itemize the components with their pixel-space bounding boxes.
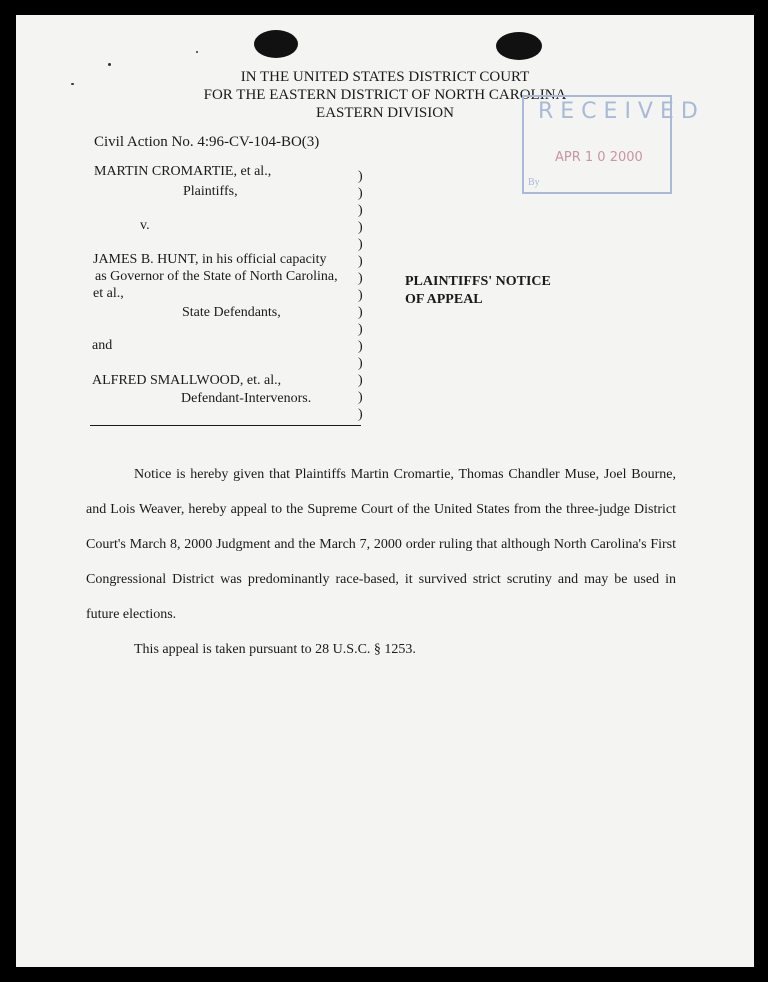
plaintiff-role: Plaintiffs,: [183, 184, 238, 199]
caption-paren: ): [358, 220, 363, 235]
received-stamp-word: RECEIVED: [538, 99, 705, 124]
district-line: FOR THE EASTERN DISTRICT OF NORTH CAROLINA: [203, 87, 567, 103]
intervenor-role: Defendant-Intervenors.: [181, 391, 312, 406]
caption-paren: ): [358, 390, 363, 405]
civil-action-number: Civil Action No. 4:96-CV-104-BO(3): [94, 134, 320, 150]
plaintiff-name: MARTIN CROMARTIE, et al.,: [94, 164, 272, 179]
defendant-line-2: as Governor of the State of North Carolina,: [95, 269, 338, 284]
caption-paren: ): [358, 373, 363, 388]
versus-label: v.: [140, 218, 150, 233]
caption-underline: [90, 425, 361, 426]
punch-hole-left: [254, 30, 298, 58]
caption-paren: ): [358, 271, 363, 286]
speck: [196, 51, 198, 53]
caption-paren: ): [358, 169, 363, 184]
caption-paren: ): [358, 203, 363, 218]
received-stamp-date: APR 1 0 2000: [555, 150, 643, 165]
title-line-1: PLAINTIFFS' NOTICE: [405, 274, 551, 289]
caption-paren: ): [358, 237, 363, 252]
statute-paragraph: This appeal is taken pursuant to 28 U.S.C. § 1253.: [134, 642, 416, 657]
caption-paren: ): [358, 407, 363, 422]
caption-paren: ): [358, 288, 363, 303]
received-stamp-by: By: [528, 177, 540, 188]
intervenor-name: ALFRED SMALLWOOD, et. al.,: [92, 373, 282, 388]
caption-paren: ): [358, 322, 363, 337]
and-label: and: [92, 338, 113, 353]
division-line: EASTERN DIVISION: [316, 105, 454, 121]
defendant-line-1: JAMES B. HUNT, in his official capacity: [93, 252, 327, 267]
caption-paren: ): [358, 305, 363, 320]
caption-paren: ): [358, 186, 363, 201]
notice-paragraph: Notice is hereby given that Plaintiffs Martin Cromartie, Thomas Chandler Muse, Joel Bourne, and Lois Weaver, hereby appeal to the Supreme Court of the United States from the three-judge District Court's March 8, 2000 Judgment and the March 7, 2000 order ruling that although North Carolina's First Congressional District was predominantly race-based, it survived strict scrutiny and may be used in future elections.: [86, 467, 676, 622]
caption-paren: ): [358, 254, 363, 269]
defendant-line-3: et al.,: [93, 286, 124, 301]
title-line-2: OF APPEAL: [405, 292, 483, 307]
punch-hole-right: [496, 32, 542, 60]
notice-body: [86, 457, 676, 667]
court-name-line: IN THE UNITED STATES DISTRICT COURT: [240, 69, 530, 85]
received-stamp: [522, 95, 705, 194]
defendant-role: State Defendants,: [182, 305, 281, 320]
document-page: [16, 15, 754, 967]
caption-paren: ): [358, 356, 363, 371]
caption-paren: ): [358, 339, 363, 354]
document-title: [405, 273, 551, 309]
speck: [108, 63, 111, 66]
